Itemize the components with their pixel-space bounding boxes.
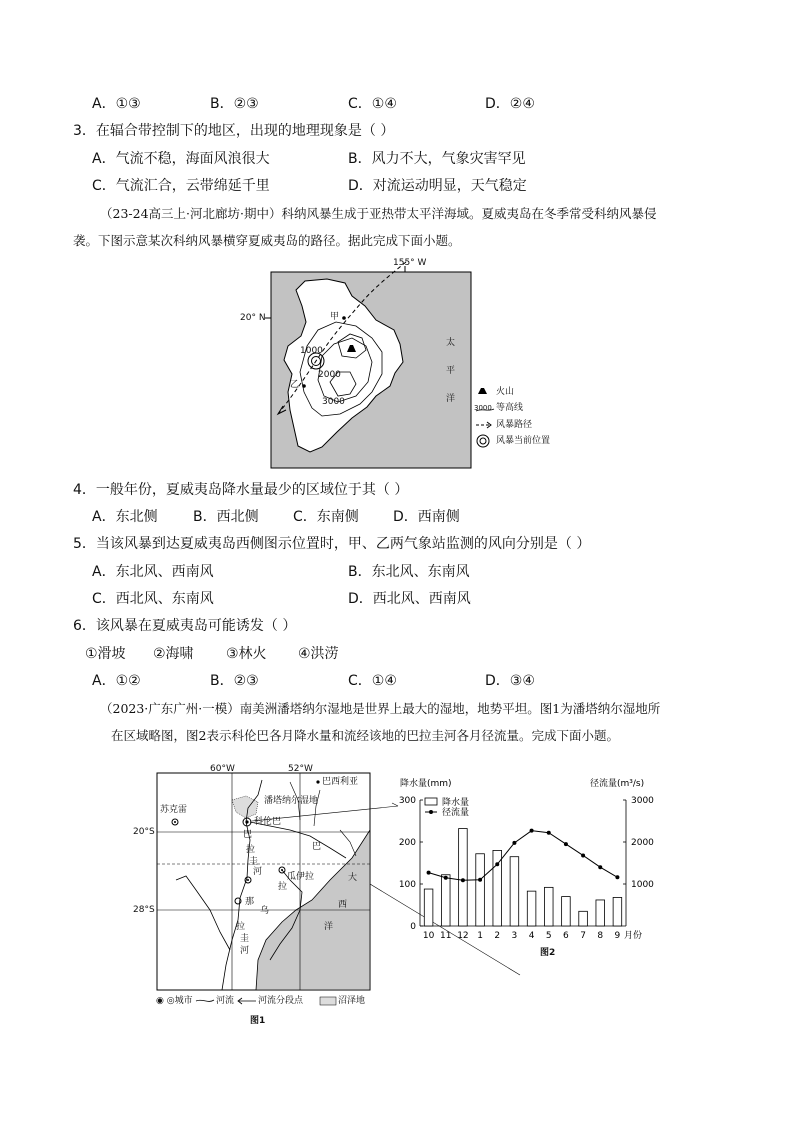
runoff-point bbox=[495, 862, 499, 866]
x-axis-suffix: 月份 bbox=[624, 931, 643, 941]
q5-option-a: A．东北风、西南风 bbox=[92, 564, 214, 580]
q4-option-c: C．东南侧 bbox=[293, 509, 359, 525]
legend-river: 河流 bbox=[216, 996, 235, 1006]
x-tick-label: 10 bbox=[422, 931, 435, 941]
passage-pantanal-line2: 在区域略图，图2表示科伦巴各月降水量和流经该地的巴拉圭河各月径流量。完成下面小题。 bbox=[111, 728, 619, 743]
runoff-point bbox=[598, 865, 602, 869]
river-label: 那 bbox=[245, 897, 255, 907]
precip-bar bbox=[441, 875, 450, 926]
right-tick-label: 3000 bbox=[631, 796, 654, 806]
precip-bar bbox=[424, 889, 433, 926]
ocean-label: 洋 bbox=[446, 394, 456, 404]
sucre-label: 苏克雷 bbox=[160, 805, 188, 815]
legend-swamp: 沼泽地 bbox=[338, 996, 366, 1006]
right-tick-label: 2000 bbox=[631, 838, 654, 848]
river-label: 巴 bbox=[243, 830, 253, 840]
left-tick-label: 300 bbox=[398, 796, 416, 806]
legend-storm-path: 风暴路径 bbox=[496, 420, 533, 430]
passage-pantanal-line1: （2023·广东广州·一模）南美洲潘塔纳尔湿地是世界上最大的湿地，地势平坦。图1为潘塔纳尔湿地所 bbox=[100, 701, 661, 716]
q5-option-c: C．西北风、东南风 bbox=[92, 591, 214, 607]
x-tick-label: 4 bbox=[528, 931, 535, 941]
x-tick-label: 2 bbox=[494, 931, 501, 941]
runoff-point bbox=[478, 878, 482, 882]
legend-storm-position: 风暴当前位置 bbox=[496, 436, 551, 446]
runoff-point bbox=[512, 841, 516, 845]
passage-kona-line2: 袭。下图示意某次科纳风暴横穿夏威夷岛的路径。据此完成下面小题。 bbox=[73, 233, 461, 248]
pantanal-label: 潘塔纳尔湿地 bbox=[264, 796, 319, 806]
lon-60w: 60°W bbox=[210, 764, 235, 774]
river-label: 圭 bbox=[240, 934, 250, 944]
x-tick-label: 5 bbox=[545, 931, 552, 941]
q6-option-c: C．①④ bbox=[348, 673, 397, 689]
x-tick-label: 1 bbox=[477, 931, 483, 941]
ocean-label: 西 bbox=[338, 900, 348, 910]
precip-bar bbox=[493, 850, 502, 926]
contour-2000-label: 2000 bbox=[318, 370, 341, 380]
q6-item: ②海啸 bbox=[153, 646, 194, 662]
lat-20s: 20°S bbox=[133, 827, 155, 837]
precip-bar bbox=[613, 897, 622, 926]
q4-option-b: B．西北侧 bbox=[193, 509, 259, 525]
precip-bar bbox=[579, 911, 588, 926]
ocean-label: 太 bbox=[446, 338, 456, 348]
q6-stem: 6．该风暴在夏威夷岛可能诱发（ ） bbox=[73, 618, 297, 634]
right-tick-label: 1000 bbox=[631, 880, 654, 890]
legend-runoff: 径流量 bbox=[442, 808, 470, 818]
lat-28s: 28°S bbox=[133, 905, 155, 915]
passage-kona-line1: （23-24高三上·河北廊坊·期中）科纳风暴生成于亚热带太平洋海域。夏威夷岛在冬季常受科纳风暴侵 bbox=[100, 206, 657, 221]
q2-option-b: B．②③ bbox=[210, 96, 259, 112]
q5-option-b: B．东北风、东南风 bbox=[348, 564, 470, 580]
q6-item: ①滑坡 bbox=[85, 646, 126, 662]
left-tick-label: 200 bbox=[398, 838, 416, 848]
river-label: 拉 bbox=[246, 845, 256, 855]
chart2-caption: 图2 bbox=[540, 948, 556, 958]
river-label: 乌 bbox=[260, 906, 270, 916]
q2-option-d: D．②④ bbox=[485, 96, 535, 112]
precipitation-runoff-chart bbox=[390, 770, 670, 970]
legend-split: 河流分段点 bbox=[258, 996, 304, 1006]
precip-bar bbox=[562, 897, 571, 926]
ocean-label: 大 bbox=[348, 873, 358, 883]
river-label: 圭 bbox=[249, 857, 259, 867]
q6-option-d: D．③④ bbox=[485, 673, 535, 689]
precip-bar bbox=[544, 887, 553, 926]
x-tick-label: 6 bbox=[563, 931, 569, 941]
left-tick-label: 0 bbox=[410, 922, 416, 932]
q6-option-b: B．②③ bbox=[210, 673, 259, 689]
ocean-label: 平 bbox=[446, 366, 456, 376]
corumba-label: 科伦巴 bbox=[254, 817, 282, 827]
runoff-point bbox=[615, 875, 619, 879]
station-yi-label: 乙 bbox=[290, 380, 300, 390]
runoff-point bbox=[427, 871, 431, 875]
runoff-point bbox=[564, 842, 568, 846]
legend-line-dot bbox=[429, 810, 433, 814]
q3-option-c: C．气流汇合，云带绵延千里 bbox=[92, 178, 270, 194]
right-axis-title: 径流量(m³/s) bbox=[590, 779, 645, 789]
legend-precip: 降水量 bbox=[442, 798, 470, 808]
legend-bar-swatch bbox=[425, 798, 437, 805]
q3-option-d: D．对流运动明显，天气稳定 bbox=[348, 178, 527, 194]
x-tick-label: 3 bbox=[511, 931, 518, 941]
river-label: 河 bbox=[253, 867, 263, 877]
map1-latitude: 20° N bbox=[240, 313, 266, 323]
river-label: 拉 bbox=[278, 882, 288, 892]
q5-stem: 5．当该风暴到达夏威夷岛西侧图示位置时，甲、乙两气象站监测的风向分别是（ ） bbox=[73, 536, 591, 552]
map1-longitude: 155° W bbox=[393, 258, 427, 268]
q4-option-d: D．西南侧 bbox=[393, 509, 460, 525]
q3-option-a: A．气流不稳，海面风浪很大 bbox=[92, 151, 270, 167]
brasilia-label: 巴西利亚 bbox=[322, 777, 359, 787]
runoff-point bbox=[547, 831, 551, 835]
x-tick-label: 8 bbox=[597, 931, 604, 941]
legend-volcano: 火山 bbox=[496, 387, 515, 397]
runoff-line bbox=[429, 831, 618, 881]
q4-stem: 4．一般年份，夏威夷岛降水量最少的区域位于其（ ） bbox=[73, 482, 409, 498]
q3-stem: 3．在辐合带控制下的地区，出现的地理现象是（ ） bbox=[73, 123, 395, 139]
river-label: 拉 bbox=[236, 922, 246, 932]
q2-option-a: A．①③ bbox=[92, 96, 141, 112]
q6-item: ③林火 bbox=[226, 646, 267, 662]
runoff-point bbox=[530, 829, 534, 833]
q6-option-a: A．①② bbox=[92, 673, 141, 689]
precip-bar bbox=[459, 829, 468, 926]
x-tick-label: 7 bbox=[580, 931, 586, 941]
left-tick-label: 100 bbox=[398, 880, 416, 890]
q4-option-a: A．东北侧 bbox=[92, 509, 158, 525]
left-axis-title: 降水量(mm) bbox=[400, 779, 452, 789]
precip-bar bbox=[527, 891, 536, 926]
precip-bar bbox=[596, 900, 605, 926]
river-label: 巴 bbox=[312, 842, 322, 852]
precip-bar bbox=[476, 854, 485, 926]
q5-option-d: D．西北风、西南风 bbox=[348, 591, 471, 607]
q2-option-c: C．①④ bbox=[348, 96, 397, 112]
contour-3000-label: 3000 bbox=[322, 397, 345, 407]
precip-bar bbox=[510, 857, 519, 926]
x-tick-label: 11 bbox=[440, 931, 452, 941]
q6-item: ④洪涝 bbox=[298, 646, 339, 662]
river-label: 河 bbox=[240, 946, 250, 956]
legend-contour: 等高线 bbox=[496, 403, 524, 413]
runoff-point bbox=[461, 878, 465, 882]
x-tick-label: 12 bbox=[457, 931, 469, 941]
runoff-point bbox=[444, 876, 448, 880]
figure1-caption: 图1 bbox=[250, 1016, 266, 1026]
runoff-point bbox=[581, 853, 585, 857]
ocean-label: 洋 bbox=[324, 922, 334, 932]
legend-contour-value: 3000 bbox=[474, 404, 492, 412]
station-jia-label: 甲 bbox=[330, 312, 340, 322]
q3-option-b: B．风力不大，气象灾害罕见 bbox=[348, 151, 526, 167]
contour-1000-label: 1000 bbox=[300, 346, 323, 356]
x-tick-label: 9 bbox=[614, 931, 621, 941]
legend-city: ◉ ◎城市 bbox=[156, 996, 193, 1006]
lon-52w: 52°W bbox=[288, 764, 313, 774]
guaira-label: 瓜伊拉 bbox=[287, 872, 315, 882]
